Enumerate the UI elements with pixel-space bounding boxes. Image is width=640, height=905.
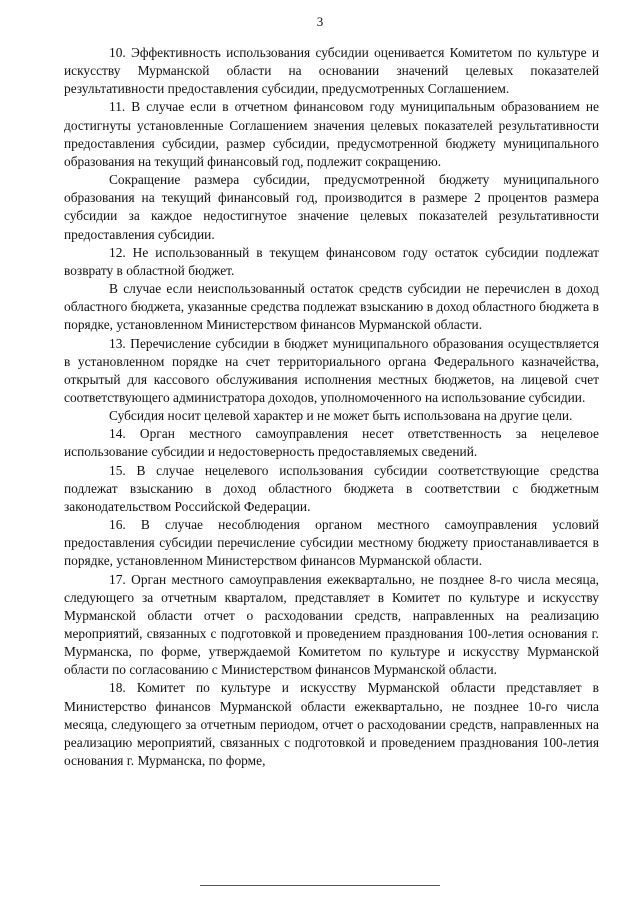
document-body [64,44,599,770]
paragraph-14: 14. Орган местного самоуправления несет ответственность за нецелевое использование субсидии и недостоверность предоставляемых сведений. [64,426,599,460]
paragraph-11: 11. В случае если в отчетном финансовом году муниципальным образованием не достигнуты установленные Соглашением значения целевых показателей результативности предоставления субсидии, размер субсидии, предусмотренной бюджету муниципального образования на текущий финансовый год, подлежит сокращению. [64,99,599,169]
paragraph-13-purpose: Субсидия носит целевой характер и не может быть использована на другие цели. [109,408,573,424]
paragraph-13: 13. Перечисление субсидии в бюджет муниципального образования осуществляется в установленном порядке на счет территориального органа Федерального казначейства, открытый для кассового обслуживания исполнения местных бюджетов, на лицевой счет соответствующего администратора доходов, уполномоченного на использование субсидии. [64,335,599,405]
page-number: 3 [316,14,324,29]
paragraph-11-reduction: Сокращение размера субсидии, предусмотренной бюджету муниципального образования на текущий финансовый год, производится в размере 2 процентов размера субсидии за каждое недостигнутое значение целевых показателей результативности предоставления субсидии. [64,172,599,242]
paragraph-12-unused-balance: В случае если неиспользованный остаток средств субсидии не перечислен в доход областного бюджета, указанные средства подлежат взысканию в доход областного бюджета в порядке, установленном Министерством финансов Мурманской области. [64,281,599,333]
paragraph-17: 17. Орган местного самоуправления ежеквартально, не позднее 8-го числа месяца, следующего за отчетным кварталом, представляет в Комитет по культуре и искусству Мурманской области отчет о расходовании средств, направленных на реализацию мероприятий, связанных с подготовкой и проведением празднования 100-летия основания г. Мурманска, по форме, утверждаемой Комитетом по культуре и искусству Мурманской области по согласованию с Министерством финансов Мурманской области. [64,571,599,678]
paragraph-16: 16. В случае несоблюдения органом местного самоуправления условий предоставления субсидии перечисление субсидии местному бюджету приостанавливается в порядке, установленном Министерством финансов Мурманской области. [64,517,599,569]
footer-divider [200,885,440,886]
paragraph-12: 12. Не использованный в текущем финансовом году остаток субсидии подлежат возврату в областной бюджет. [64,244,599,278]
paragraph-18: 18. Комитет по культуре и искусству Мурманской области представляет в Министерство финансов Мурманской области ежеквартально, не позднее 10-го числа месяца, следующего за отчетным периодом, отчет о расходовании средств, направленных на реализацию мероприятий, связанных с подготовкой и проведением празднования 100-летия основания г. Мурманска, по форме, [64,680,599,769]
paragraph-15: 15. В случае нецелевого использования субсидии соответствующие средства подлежат взысканию в доход областного бюджета в соответствии с бюджетным законодательством Российской Федерации. [64,462,599,514]
paragraph-10: 10. Эффективность использования субсидии оценивается Комитетом по культуре и искусству Мурманской области на основании значений целевых показателей результативности предоставления субсидии, предусмотренных Соглашением. [64,45,599,97]
